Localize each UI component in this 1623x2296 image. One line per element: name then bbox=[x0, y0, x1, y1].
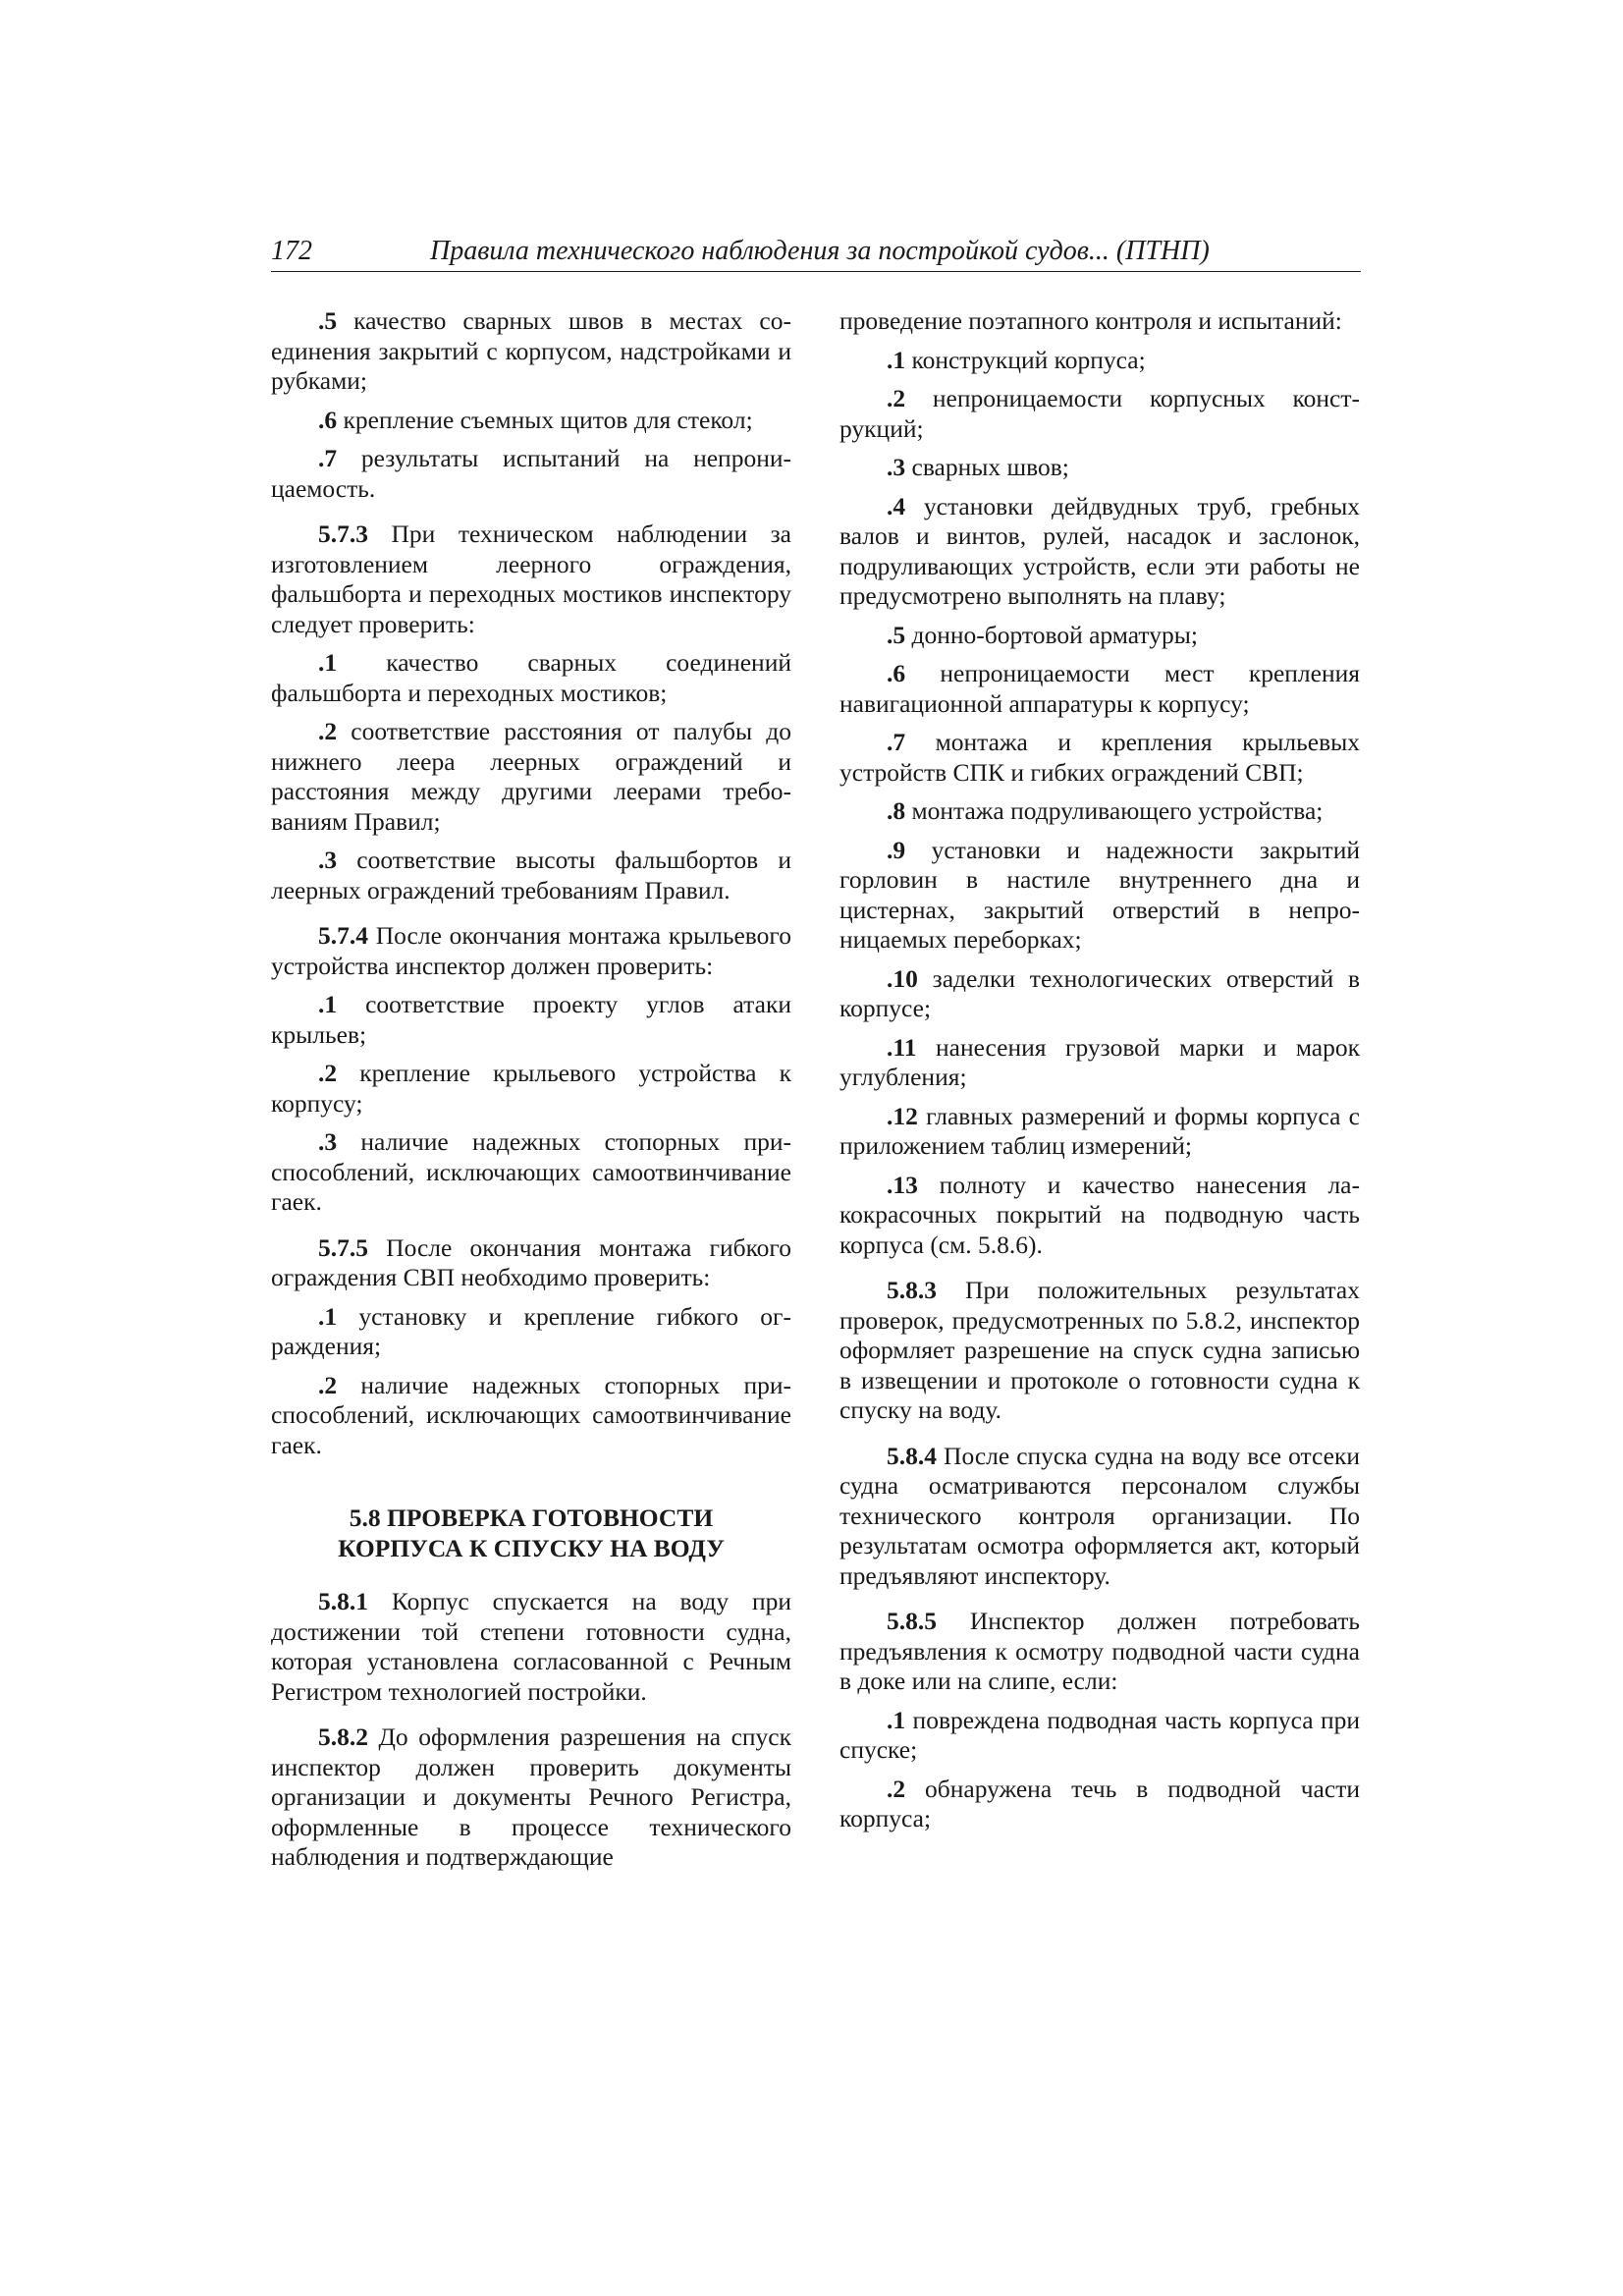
paragraph: .2 наличие надежных стопорных приспособлений, исключающих самоотвинчивание гаек. bbox=[271, 1370, 791, 1459]
clause-5-7-3: 5.7.3 При техническом наблюдении за изготовлением леерного ограждения, фальшборта и переходных мостиков инспектору следует проверить: bbox=[271, 519, 791, 638]
paragraph: .3 сварных швов; bbox=[887, 453, 1069, 481]
paragraph: .9 установки и надежности закрытий горловин в настиле внутреннего дна и цистернах, закрытий отверстий в непроницаемых переборках; bbox=[839, 835, 1360, 954]
clause-5-8-2: 5.8.2 До оформления разрешения на спуск инспектор должен проверить документы организации и документы Речного Регистра, оформленные в процессе технического наблюдения и подтверждающие bbox=[271, 1722, 791, 1871]
paragraph: .7 результаты испытаний на непроницаемость. bbox=[271, 444, 791, 503]
clause-5-8-4: 5.8.4 После спуска судна на воду все отсеки судна осматриваются персоналом службы технического контроля организации. По результатам осмотра оформляется акт, который предъявляют инспектору. bbox=[839, 1441, 1360, 1590]
clause-5-8-5: 5.8.5 Инспектор должен потребовать предъявления к осмотру подводной части судна в доке или на слипе, если: bbox=[839, 1607, 1360, 1695]
paragraph: .3 соответствие высоты фальшбортов и леерных ограждений требованиям Правил. bbox=[271, 846, 791, 904]
running-title: Правила технического наблюдения за постройкой судов... (ПТНП) bbox=[430, 236, 1210, 266]
paragraph: .1 установку и крепление гибкого ограждения; bbox=[271, 1301, 791, 1360]
left-column bbox=[271, 306, 791, 1882]
clause-5-7-5: 5.7.5 После окончания монтажа гибкого ограждения СВП необходимо проверить: bbox=[271, 1232, 791, 1291]
page-number: 172 bbox=[271, 236, 312, 266]
paragraph: .2 обнаружена течь в подводной части корпуса; bbox=[839, 1774, 1360, 1832]
paragraph: .2 непроницаемости корпусных конструкций; bbox=[839, 384, 1360, 443]
paragraph: .13 полноту и качество нанесения лакокрасочных покрытий на подводную часть корпуса (см. 5.8.6). bbox=[839, 1170, 1360, 1259]
paragraph: .1 повреждена подводная часть корпуса при спуске; bbox=[839, 1705, 1360, 1764]
paragraph: .2 крепление крыльевого устройства к корпусу; bbox=[271, 1059, 791, 1118]
section-heading-line: КОРПУСА К СПУСКУ НА ВОДУ bbox=[338, 1533, 725, 1562]
paragraph: .11 нанесения грузовой марки и марок углубления; bbox=[839, 1032, 1360, 1091]
paragraph: .1 конструкций корпуса; bbox=[887, 345, 1146, 374]
paragraph: .10 заделки технологических отверстий в корпусе; bbox=[839, 963, 1360, 1022]
right-column bbox=[839, 306, 1360, 1843]
paragraph: .2 соответствие расстояния от палубы до нижнего леера леерных ограждений и расстояния между другими леерами требованиям Правил; bbox=[271, 717, 791, 836]
running-header bbox=[271, 236, 1361, 272]
paragraph: .4 установки дейдвудных труб, гребных валов и винтов, рулей, насадок и заслонок, подруливающих устройств, если эти работы не предусмотрено выполнять на плаву; bbox=[839, 491, 1360, 610]
paragraph: .5 качество сварных швов в местах соединения закрытий с корпусом, надстройками и рубками; bbox=[271, 306, 791, 395]
section-heading-line: 5.8 ПРОВЕРКА ГОТОВНОСТИ bbox=[349, 1503, 714, 1532]
clause-5-7-4: 5.7.4 После окончания монтажа крыльевого устройства инспектор должен проверить: bbox=[271, 921, 791, 980]
paragraph: .1 качество сварных соединений фальшборта и переходных мостиков; bbox=[271, 648, 791, 707]
paragraph: .3 наличие надежных стопорных приспособлений, исключающих самоотвинчивание гаек. bbox=[271, 1127, 791, 1216]
clause-5-8-3: 5.8.3 При положительных результатах проверок, предусмотренных по 5.8.2, инспектор оформляет разрешение на спуск судна записью в извещении и протоколе о готовности судна к спуску на воду. bbox=[839, 1276, 1360, 1424]
clause-5-8-1: 5.8.1 Корпус спускается на воду при достижении той степени готовности судна, которая установлена согласованной с Речным Регистром технологией постройки. bbox=[271, 1587, 791, 1706]
section-heading bbox=[271, 1503, 791, 1563]
paragraph: .8 монтажа подруливающего устройства; bbox=[887, 796, 1324, 825]
paragraph: .1 соответствие проекту углов атаки крыльев; bbox=[271, 990, 791, 1049]
paragraph: .6 непроницаемости мест крепления навигационной аппаратуры к корпусу; bbox=[839, 659, 1360, 718]
paragraph: .7 монтажа и крепления крыльевых устройств СПК и гибких ограждений СВП; bbox=[839, 728, 1360, 787]
paragraph-continuation: проведение поэтапного контроля и испытаний: bbox=[839, 306, 1342, 335]
paragraph: .6 крепление съемных щитов для стекол; bbox=[318, 405, 753, 434]
paragraph: .12 главных размерений и формы корпуса с приложением таблиц измерений; bbox=[839, 1101, 1360, 1160]
paragraph: .5 донно-бортовой арматуры; bbox=[887, 620, 1198, 649]
